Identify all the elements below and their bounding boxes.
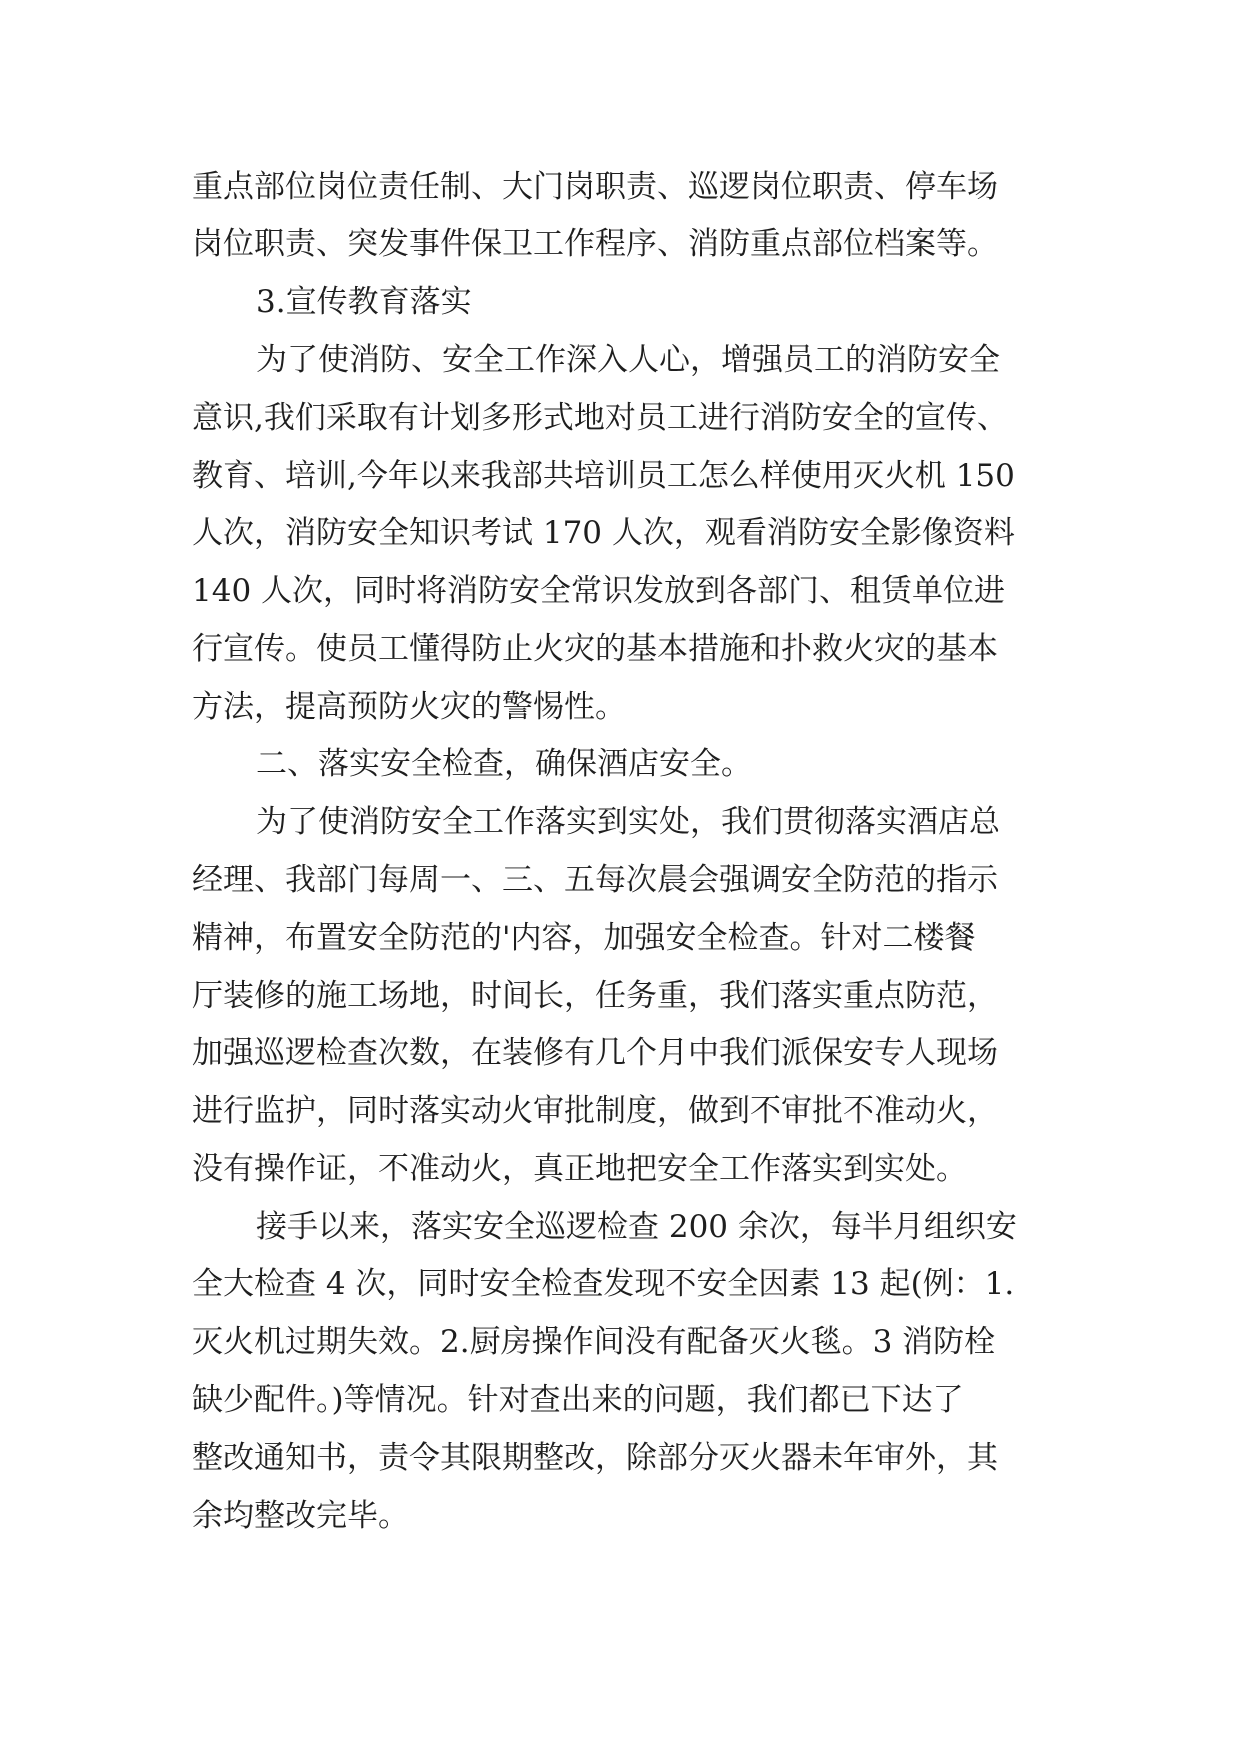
text-line: 经理、我部门每周一、三、五每次晨会强调安全防范的指示 [192, 862, 998, 898]
text-line: 行宣传。使员工懂得防止火灾的基本措施和扑救火灾的基本 [192, 631, 998, 667]
text-line: 缺少配件。)等情况。针对查出来的问题，我们都已下达了 [192, 1382, 964, 1418]
text-line: 没有操作证，不准动火，真正地把安全工作落实到实处。 [192, 1151, 967, 1187]
text-line: 重点部位岗位责任制、大门岗职责、巡逻岗位职责、停车场 [192, 169, 998, 205]
text-line: 岗位职责、突发事件保卫工作程序、消防重点部位档案等。 [192, 226, 998, 262]
text-line: 意识,我们采取有计划多形式地对员工进行消防安全的宣传、 [192, 400, 1008, 436]
text-line: 接手以来，落实安全巡逻检查 200 余次，每半月组织安 [256, 1209, 1017, 1245]
text-line: 精神，布置安全防范的'内容，加强安全检查。针对二楼餐 [192, 920, 976, 956]
text-line: 140 人次，同时将消防安全常识发放到各部门、租赁单位进 [192, 573, 1006, 609]
text-line: 教育、培训,今年以来我部共培训员工怎么样使用灭火机 150 [192, 458, 1015, 494]
text-line: 人次，消防安全知识考试 170 人次，观看消防安全影像资料 [192, 515, 1015, 551]
text-line: 进行监护，同时落实动火审批制度，做到不审批不准动火， [192, 1093, 998, 1129]
section-heading: 二、落实安全检查，确保酒店安全。 [256, 746, 752, 782]
text-line: 为了使消防安全工作落实到实处，我们贯彻落实酒店总 [256, 804, 1000, 840]
text-line: 余均整改完毕。 [192, 1498, 409, 1534]
text-line: 整改通知书，责令其限期整改，除部分灭火器未年审外，其 [192, 1440, 998, 1476]
section-heading: 3.宣传教育落实 [256, 284, 472, 320]
text-line: 方法，提高预防火灾的警惕性。 [192, 689, 626, 725]
text-line: 灭火机过期失效。2.厨房操作间没有配备灭火毯。3 消防栓 [192, 1324, 996, 1360]
text-line: 全大检查 4 次，同时安全检查发现不安全因素 13 起(例：1. [192, 1266, 1015, 1302]
text-line: 厅装修的施工场地，时间长，任务重，我们落实重点防范， [192, 978, 998, 1014]
text-line: 加强巡逻检查次数，在装修有几个月中我们派保安专人现场 [192, 1035, 998, 1071]
text-line: 为了使消防、安全工作深入人心，增强员工的消防安全 [256, 342, 1000, 378]
